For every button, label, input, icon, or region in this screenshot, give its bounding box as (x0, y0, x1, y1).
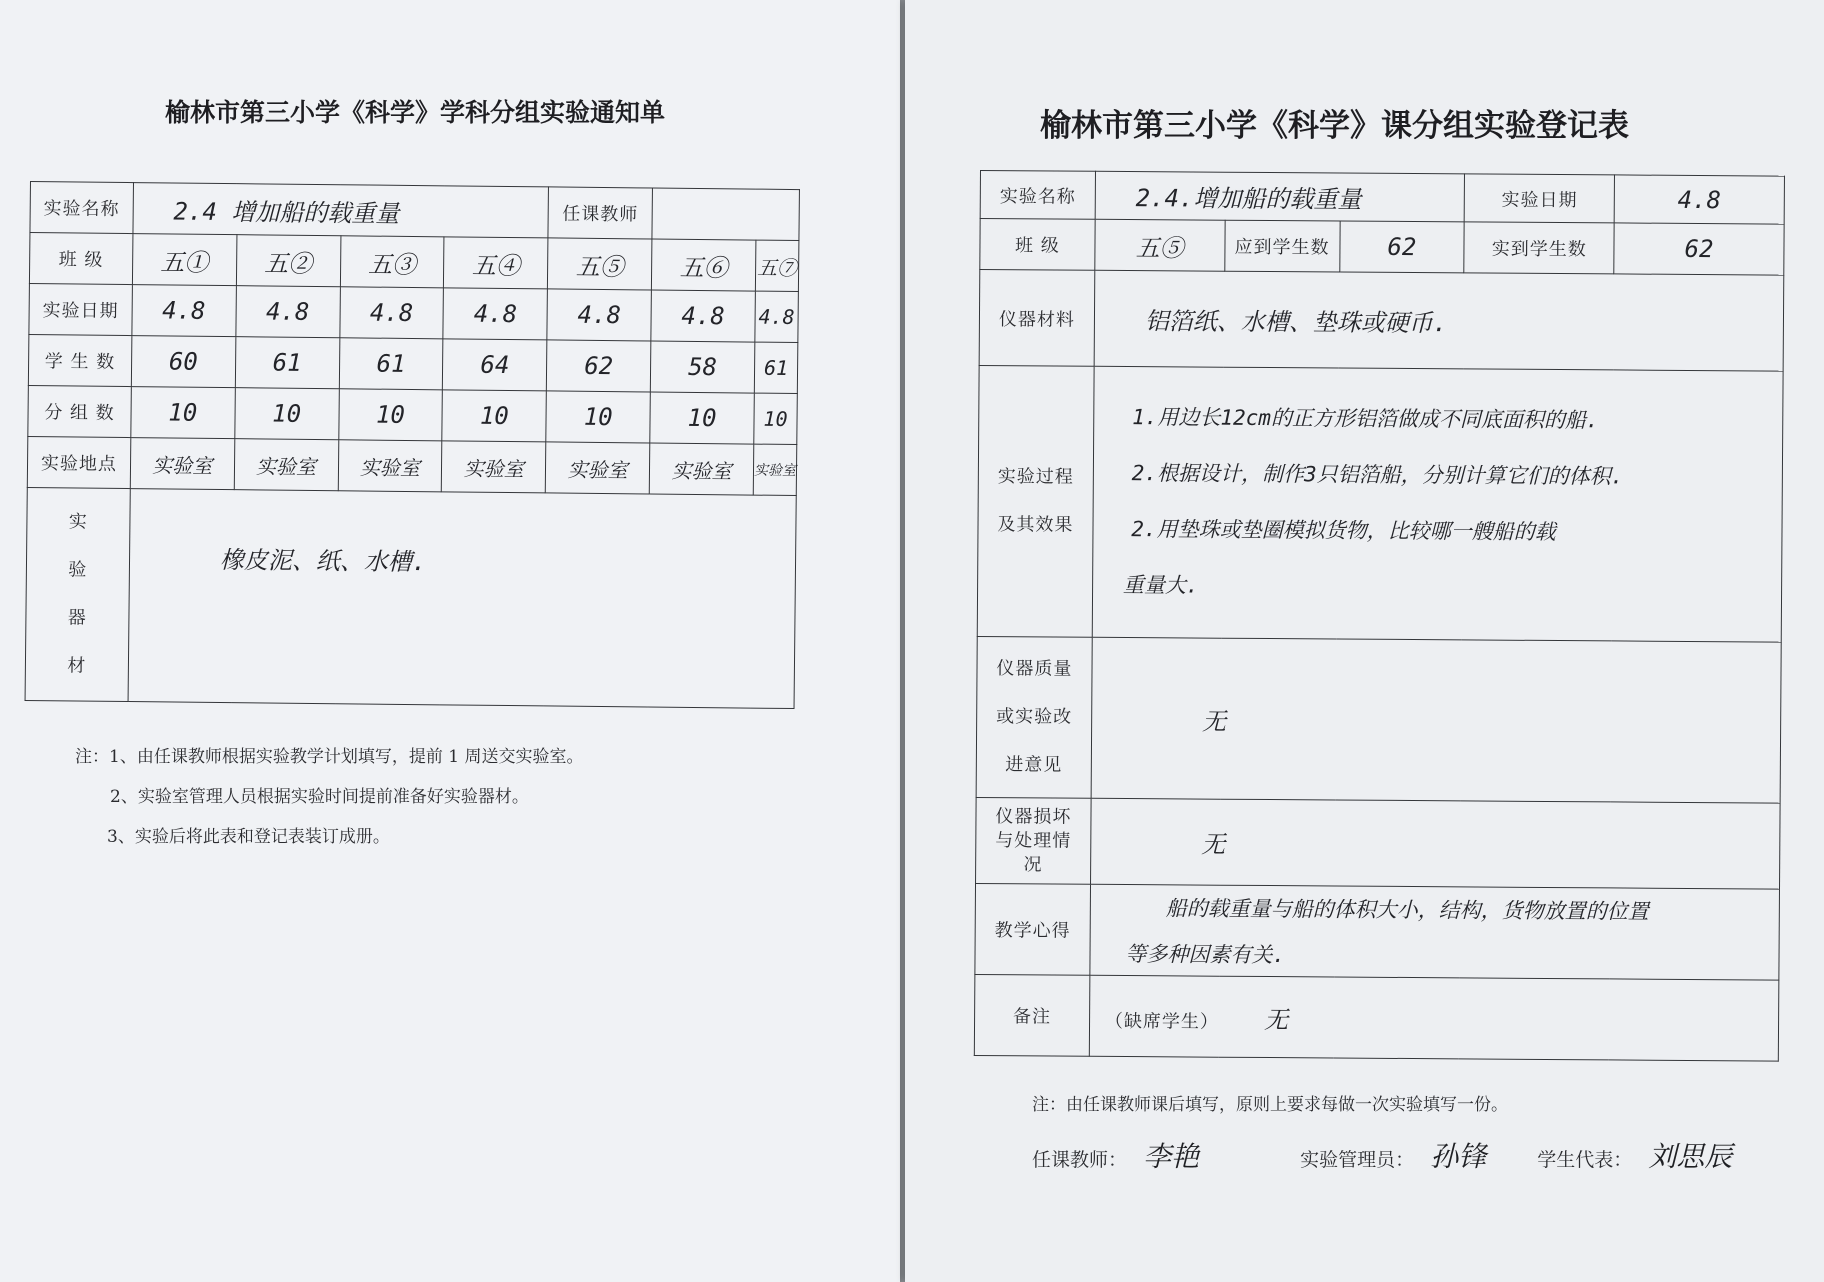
reg-actual-value: 62 (1614, 223, 1784, 275)
date-cell: 4.8 (651, 290, 755, 342)
reg-damage-label-line: 与处理情 (995, 829, 1072, 852)
reg-remarks-value (1089, 975, 1779, 1061)
reg-quality-label-line: 进意见 (1005, 754, 1063, 776)
admin-signature: 孙锋 (1430, 1140, 1487, 1173)
reg-process-label-line: 及其效果 (997, 514, 1074, 536)
notice-table (25, 181, 800, 709)
reg-process-label-line: 实验过程 (997, 466, 1074, 488)
location-cell: 实验室 (338, 440, 442, 492)
reg-actual-label: 实到学生数 (1464, 222, 1614, 274)
teacher-label: 任课教师 (548, 187, 652, 239)
reg-reflection-value (1090, 884, 1780, 980)
admin-signature-label: 实验管理员： (1300, 1149, 1415, 1171)
date-label: 实验日期 (29, 283, 132, 335)
reg-damage-label-line: 仪器损坏 (995, 805, 1072, 828)
reg-process-label (977, 365, 1094, 637)
class-cell: 五③ (340, 236, 444, 288)
reg-remarks-label: 备注 (974, 974, 1089, 1056)
groups-cell: 10 (131, 387, 235, 439)
process-line: 2.用垫珠或垫圈模拟货物，比较哪一艘船的载 (1131, 517, 1556, 545)
students-cell: 58 (650, 341, 754, 393)
date-cell: 4.8 (339, 287, 443, 339)
reg-quality-label-line: 或实验改 (996, 706, 1073, 728)
date-cell: 4.8 (547, 289, 651, 341)
reg-remarks-text: 无 (1263, 1005, 1289, 1034)
students-cell: 64 (443, 339, 547, 391)
reg-expected-value: 62 (1339, 221, 1464, 273)
reg-damage-label (976, 797, 1091, 884)
reg-process-value (1092, 366, 1783, 642)
reg-class-label: 班 级 (980, 219, 1095, 271)
reg-materials-value: 铝箔纸、水槽、垫珠或硬币. (1094, 270, 1784, 371)
groups-cell: 10 (650, 392, 754, 444)
groups-cell: 10 (338, 389, 442, 441)
notice-note-3: 3、实验后将此表和登记表装订成册。 (107, 827, 390, 847)
date-cell: 4.8 (236, 286, 340, 338)
reg-date-label: 实验日期 (1465, 174, 1615, 223)
date-cell: 4.8 (443, 288, 547, 340)
notice-note-1: 注：1、由任课教师根据实验教学计划填写，提前 1 周送交实验室。 (75, 747, 584, 767)
reg-materials-label: 仪器材料 (979, 270, 1095, 367)
notice-title: 榆林市第三小学《科学》学科分组实验通知单 (165, 98, 666, 127)
process-line: 1.用边长12cm的正方形铝箔做成不同底面积的船. (1132, 405, 1599, 433)
reg-damage-label-line: 况 (1023, 853, 1043, 875)
date-cell: 4.8 (132, 285, 236, 337)
groups-cell: 10 (754, 393, 798, 444)
groups-cell: 10 (546, 391, 650, 443)
reg-expected-label: 应到学生数 (1224, 220, 1339, 272)
students-cell: 62 (547, 340, 651, 392)
equipment-label (25, 487, 130, 701)
notice-sheet (0, 0, 900, 1282)
reg-quality-label (976, 636, 1092, 798)
equipment-label-char: 实 (68, 511, 88, 533)
students-cell: 61 (754, 342, 798, 393)
reg-quality-value: 无 (1091, 637, 1781, 803)
location-cell: 实验室 (234, 439, 338, 491)
date-cell: 4.8 (755, 291, 799, 342)
reg-class-value: 五⑤ (1095, 219, 1225, 271)
equipment-label-char: 材 (67, 655, 87, 677)
location-label: 实验地点 (27, 436, 130, 488)
equipment-label-char: 器 (67, 607, 87, 629)
notice-note-2: 2、实验室管理人员根据实验时间提前准备好实验器材。 (110, 787, 529, 807)
reflection-line: 等多种因素有关. (1125, 942, 1286, 968)
location-cell: 实验室 (546, 442, 650, 494)
register-title: 榆林市第三小学《科学》课分组实验登记表 (1040, 108, 1629, 144)
students-cell: 61 (235, 337, 339, 389)
groups-cell: 10 (234, 388, 338, 440)
class-cell: 五⑥ (652, 239, 756, 291)
class-cell: 五⑤ (548, 238, 652, 290)
students-cell: 60 (131, 336, 235, 388)
process-line: 重量大. (1122, 573, 1199, 598)
class-cell: 五④ (444, 237, 548, 289)
reflection-line: 船的载重量与船的体积大小，结构，货物放置的位置 (1165, 896, 1649, 924)
reg-experiment-name-label: 实验名称 (980, 171, 1095, 220)
teacher-value (652, 188, 799, 241)
experiment-name-value: 2.4 增加船的载重量 (133, 183, 549, 238)
equipment-label-char: 验 (68, 559, 88, 581)
process-line: 2.根据设计，制作3只铝箔船，分别计算它们的体积. (1131, 461, 1624, 489)
students-cell: 61 (339, 338, 443, 390)
location-cell: 实验室 (442, 441, 546, 493)
student-signature: 刘思辰 (1648, 1140, 1733, 1173)
teacher-signature-label: 任课教师： (1032, 1149, 1128, 1171)
register-note: 注：由任课教师课后填写，原则上要求每做一次实验填写一份。 (1032, 1095, 1508, 1115)
reg-experiment-name-value: 2.4.增加船的载重量 (1095, 171, 1465, 222)
reg-reflection-label: 教学心得 (975, 883, 1090, 975)
groups-cell: 10 (442, 390, 546, 442)
experiment-name-label: 实验名称 (30, 182, 133, 234)
reg-date-value: 4.8 (1614, 175, 1784, 224)
class-cell: 五② (236, 235, 340, 287)
class-cell: 五① (132, 234, 236, 286)
register-table (974, 170, 1785, 1062)
reg-damage-value: 无 (1090, 798, 1780, 889)
reg-absent-label: （缺席学生） (1104, 1010, 1219, 1033)
signature-row (1032, 1135, 1732, 1175)
groups-label: 分 组 数 (28, 385, 131, 437)
student-signature-label: 学生代表： (1537, 1149, 1633, 1171)
teacher-signature: 李艳 (1143, 1140, 1200, 1173)
equipment-value: 橡皮泥、纸、水槽. (128, 489, 796, 709)
reg-quality-label-line: 仪器质量 (996, 658, 1073, 680)
location-cell: 实验室 (649, 443, 753, 495)
location-cell: 实验室 (753, 444, 797, 495)
class-label: 班 级 (29, 233, 132, 285)
class-cell: 五⑦ (755, 240, 799, 291)
students-label: 学 生 数 (28, 334, 131, 386)
location-cell: 实验室 (130, 438, 234, 490)
